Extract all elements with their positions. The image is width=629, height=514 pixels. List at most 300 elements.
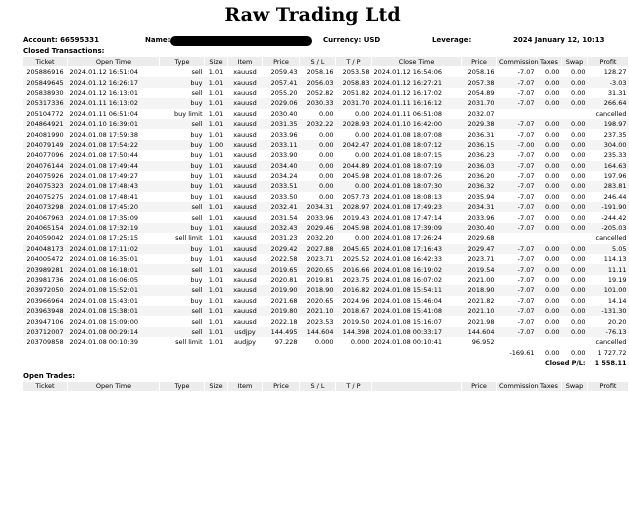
cell-profit: cancelled (595, 234, 627, 243)
cell-open-time: 2024.01.08 17:49:44 (68, 161, 160, 171)
cell-profit: -3.03 (588, 77, 629, 87)
col-header-item: Item (228, 57, 263, 67)
table-row (23, 181, 629, 191)
closed-pl-label: Closed P/L: (544, 358, 586, 367)
cell-close-price: 2021.00 (467, 276, 495, 284)
cell-close-price: 2036.32 (462, 181, 497, 191)
cell-commission: -7.07 (517, 317, 535, 326)
cell-open-time: 2024.01.08 17:11:02 (68, 244, 160, 254)
table-row (23, 264, 629, 274)
cell-open-time: 2024.01.08 16:06:05 (69, 276, 138, 284)
cell-type: buy (160, 77, 205, 87)
cell-close-time: 2024.01.08 15:16:07 (373, 317, 442, 326)
table-row (23, 77, 629, 87)
cell-ticket: 204075275 (26, 192, 64, 201)
cell-swap: 0.00 (571, 255, 586, 264)
cell-open-time: 2024.01.08 17:45:20 (68, 202, 160, 212)
cell-swap: 0.00 (562, 244, 588, 254)
cell-close-time: 2024.01.12 16:17:02 (373, 88, 442, 97)
cell-price: 2031.54 (270, 213, 298, 222)
cell-sl: 2027.88 (300, 244, 336, 254)
cell-tp: 2057.73 (342, 192, 370, 201)
cell-item: xauusd (228, 264, 263, 274)
cell-commission: -7.07 (497, 181, 537, 191)
cell-swap: 0.00 (562, 181, 588, 191)
closed-pl-value: 1 558.11 (594, 358, 627, 367)
table-row (23, 223, 629, 233)
cell-item: xauusd (228, 181, 263, 191)
total-commission: -169.61 (509, 348, 535, 357)
cell-ticket: 204075926 (26, 172, 64, 181)
cell-close-time: 2024.01.08 16:19:02 (372, 264, 462, 274)
cell-close-time: 2024.01.11 16:16:12 (372, 98, 462, 108)
cell-close-price: 2036.23 (467, 151, 495, 160)
cell-tp: 144.398 (336, 327, 372, 337)
cell-commission: -7.07 (497, 223, 537, 233)
cell-ticket: 203966964 (26, 296, 64, 305)
cell-swap: 0.00 (571, 213, 586, 222)
cell-sl: 2021.10 (300, 306, 336, 316)
cell-price: 2021.68 (270, 296, 298, 305)
currency-label: Currency: USD (323, 36, 381, 44)
cell-taxes: 0.00 (537, 140, 562, 150)
cell-close-time: 2024.01.12 16:54:06 (373, 68, 442, 77)
table-row (23, 119, 629, 129)
cell-size: 1.01 (208, 172, 224, 181)
cell-close-price: 2036.31 (467, 130, 495, 139)
closed-pl-row (23, 358, 629, 368)
cell-commission: -7.07 (497, 264, 537, 274)
redaction-bar (170, 36, 312, 46)
table-row (23, 306, 629, 316)
cell-profit: -131.30 (588, 306, 629, 316)
cell-taxes: 0.00 (537, 119, 562, 129)
cell-size: 1.01 (208, 255, 224, 264)
cell-item: xauusd (233, 172, 257, 181)
table-row (23, 337, 629, 347)
table-row (23, 109, 629, 119)
cell-open-time: 2024.01.08 17:50:44 (69, 151, 138, 160)
cell-profit: 283.81 (588, 181, 629, 191)
cell-sl: 0.00 (300, 140, 336, 150)
cell-open-time: 2024.01.10 16:39:01 (68, 119, 160, 129)
cell-taxes: 0.00 (537, 223, 562, 233)
table-row (23, 316, 629, 326)
col-header-sl: S / L (300, 57, 336, 67)
cell-type: buy (190, 130, 203, 139)
table-row (23, 327, 629, 337)
cell-open-time: 2024.01.08 17:48:43 (68, 181, 160, 191)
cell-open-time: 2024.01.08 15:38:01 (68, 306, 160, 316)
cell-taxes (537, 233, 562, 243)
table-row (23, 212, 629, 222)
cell-taxes: 0.00 (537, 306, 562, 316)
cell-taxes: 0.00 (537, 327, 562, 337)
cell-profit: 164.63 (588, 161, 629, 171)
cell-close-price: 2034.31 (462, 202, 497, 212)
cell-ticket: 204077096 (26, 151, 64, 160)
cell-price: 2029.42 (263, 244, 300, 254)
cell-commission: -7.07 (517, 192, 535, 201)
table-row (23, 140, 629, 150)
col-header-price: Price (263, 381, 300, 391)
cell-swap: 0.00 (571, 296, 586, 305)
cell-commission: -7.07 (517, 172, 535, 181)
cell-swap: 0.00 (562, 119, 588, 129)
cell-size: 1.01 (208, 338, 224, 347)
cell-item: usdjpy (228, 327, 263, 337)
cell-tp: 2023.75 (342, 276, 370, 284)
cell-close-price: 2032.07 (467, 109, 495, 118)
cell-item: xauusd (233, 317, 257, 326)
cell-open-time: 2024.01.12 16:51:04 (69, 68, 138, 77)
cell-commission: -7.07 (517, 130, 535, 139)
cell-sl: 2032.20 (306, 234, 334, 243)
cell-size: 1.01 (205, 119, 228, 129)
cell-ticket: 204005472 (26, 255, 64, 264)
cell-ticket: 204075323 (23, 181, 68, 191)
table-row (23, 67, 629, 78)
col-header-tp: T / P (336, 381, 372, 391)
cell-close-price: 2036.03 (462, 161, 497, 171)
cell-sl: 0.00 (319, 192, 334, 201)
cell-item: xauusd (228, 306, 263, 316)
table-row (23, 98, 629, 108)
cell-profit: 237.35 (603, 130, 627, 139)
cell-swap (562, 233, 588, 243)
col-header-size: Size (205, 381, 228, 391)
cell-ticket: 203972050 (23, 285, 68, 295)
cell-price: 2029.06 (263, 98, 300, 108)
cell-size: 1.01 (208, 192, 224, 201)
cell-open-time: 2024.01.08 17:25:15 (69, 234, 138, 243)
cell-tp: 2031.70 (336, 98, 372, 108)
cell-size: 1.01 (205, 98, 228, 108)
cell-type: sell (160, 327, 205, 337)
cell-close-price: 2021.10 (462, 306, 497, 316)
total-profit: 1 727.72 (597, 348, 627, 357)
leverage-label: Leverage: (432, 36, 472, 44)
cell-taxes: 0.00 (545, 192, 560, 201)
cell-tp: 2045.98 (342, 172, 370, 181)
cell-close-time: 2024.01.08 00:10:41 (373, 338, 442, 347)
cell-open-time: 2024.01.08 15:09:00 (69, 317, 138, 326)
cell-taxes: 0.00 (537, 244, 562, 254)
cell-taxes: 0.00 (537, 181, 562, 191)
cell-size: 1.01 (208, 213, 224, 222)
cell-item: xauusd (233, 109, 257, 118)
cell-swap: 0.00 (571, 276, 586, 284)
total-swap: 0.00 (571, 348, 586, 357)
cell-item: xauusd (228, 244, 263, 254)
cell-tp: 2058.83 (336, 77, 372, 87)
col-header-swap: Swap (562, 57, 588, 67)
cell-tp: 2044.89 (336, 161, 372, 171)
cell-commission (497, 337, 537, 347)
cell-tp: 2028.93 (336, 119, 372, 129)
cell-taxes: 0.00 (545, 255, 560, 264)
cell-close-price: 2036.20 (467, 172, 495, 181)
cell-profit: 31.31 (607, 88, 627, 97)
cell-swap: 0.00 (571, 68, 586, 77)
cell-size: 1.01 (205, 285, 228, 295)
cell-tp: 2045.65 (336, 244, 372, 254)
col-header-close-price: Price (462, 57, 497, 67)
cell-close-time: 2024.01.08 00:33:17 (372, 327, 462, 337)
cell-profit: 235.33 (603, 151, 627, 160)
cell-tp: 2016.66 (336, 264, 372, 274)
cell-tp: 2024.96 (342, 296, 370, 305)
cell-item: xauusd (228, 119, 263, 129)
cell-ticket: 203963948 (23, 306, 68, 316)
cell-size: 1.01 (205, 244, 228, 254)
cell-commission: -7.07 (517, 68, 535, 77)
cell-sl: 2020.65 (306, 296, 334, 305)
cell-ticket: 205104772 (26, 109, 64, 118)
cell-tp: 0.00 (355, 109, 370, 118)
cell-type: buy (160, 181, 205, 191)
cell-type: sell (191, 88, 203, 97)
cell-swap: 0.00 (571, 192, 586, 201)
cell-open-time: 2024.01.12 16:26:17 (68, 77, 160, 87)
cell-swap: 0.00 (562, 306, 588, 316)
cell-taxes: 0.00 (537, 285, 562, 295)
closed-transactions-heading: Closed Transactions: (23, 47, 105, 55)
cell-commission: -7.07 (517, 213, 535, 222)
col-header-ticket: Ticket (23, 381, 68, 391)
cell-ticket: 204081990 (26, 130, 64, 139)
cell-close-time: 2024.01.08 18:07:12 (372, 140, 462, 150)
cell-item: xauusd (228, 285, 263, 295)
cell-close-price: 2029.38 (462, 119, 497, 129)
cell-profit: 101.00 (588, 285, 629, 295)
cell-close-time: 2024.01.08 18:07:19 (372, 161, 462, 171)
col-header-open-time: Open Time (68, 57, 160, 67)
col-header-type: Type (160, 57, 205, 67)
cell-swap (562, 337, 588, 347)
cell-sl: 0.00 (319, 172, 334, 181)
cell-ticket: 203709858 (26, 338, 64, 347)
cell-type: sell (160, 306, 205, 316)
cell-commission: -7.07 (517, 296, 535, 305)
cell-price: 97.228 (274, 338, 298, 347)
table-row (23, 296, 629, 306)
cell-ticket: 204073298 (23, 202, 68, 212)
cell-close-time: 2024.01.08 16:07:02 (373, 276, 442, 284)
cell-taxes: 0.00 (545, 296, 560, 305)
cell-taxes: 0.00 (537, 77, 562, 87)
cell-open-time: 2024.01.08 15:43:01 (69, 296, 138, 305)
cell-profit: cancelled (595, 338, 627, 347)
cell-close-price: 144.604 (462, 327, 497, 337)
cell-swap: 0.00 (571, 172, 586, 181)
cell-ticket: 203989281 (23, 264, 68, 274)
table-row (23, 233, 629, 243)
cell-close-price: 2057.38 (462, 77, 497, 87)
cell-commission: -7.07 (497, 327, 537, 337)
cell-price: 2031.23 (270, 234, 298, 243)
col-header-commission: Commission (497, 57, 537, 67)
cell-profit: 14.14 (607, 296, 627, 305)
cell-taxes (537, 337, 562, 347)
cell-profit: 5.05 (588, 244, 629, 254)
cell-type: sell (160, 119, 205, 129)
cell-type: sell limit (175, 234, 203, 243)
cell-profit: 114.13 (603, 255, 627, 264)
table-row (23, 88, 629, 98)
cell-type: sell (191, 317, 203, 326)
cell-size: 1.01 (205, 202, 228, 212)
closed-header-row (23, 57, 629, 67)
cell-size: 1.01 (208, 317, 224, 326)
cell-item: xauusd (233, 151, 257, 160)
col-header-ticket: Ticket (23, 57, 68, 67)
cell-type: sell (160, 202, 205, 212)
cell-swap: 0.00 (562, 77, 588, 87)
table-row (23, 202, 629, 212)
cell-size: 1.01 (205, 181, 228, 191)
open-header-row (23, 381, 629, 391)
table-row (23, 285, 629, 295)
cell-item: xauusd (233, 276, 257, 284)
col-header-close-time: Close Time (372, 57, 462, 67)
cell-ticket: 205886916 (26, 68, 64, 77)
cell-item: xauusd (233, 192, 257, 201)
cell-item: xauusd (233, 234, 257, 243)
cell-sl: 0.00 (319, 109, 334, 118)
cell-open-time: 2024.01.08 17:49:27 (69, 172, 138, 181)
cell-tp: 2051.82 (342, 88, 370, 97)
cell-price: 2057.41 (263, 77, 300, 87)
cell-sl: 2019.81 (306, 276, 334, 284)
cell-swap: 0.00 (562, 202, 588, 212)
cell-sl: 2058.16 (306, 68, 334, 77)
cell-ticket: 204864921 (23, 119, 68, 129)
cell-sl: 2023.53 (306, 317, 334, 326)
cell-profit: 19.19 (607, 276, 627, 284)
cell-item: xauusd (228, 202, 263, 212)
cell-taxes: 0.00 (537, 161, 562, 171)
cell-type: buy (190, 255, 203, 264)
cell-ticket: 205317336 (23, 98, 68, 108)
cell-sl: 2034.31 (300, 202, 336, 212)
account-info (0, 35, 625, 46)
cell-item: xauusd (228, 140, 263, 150)
cell-price: 2033.11 (263, 140, 300, 150)
cell-price: 2033.96 (270, 130, 298, 139)
table-row (23, 192, 629, 202)
totals-row (23, 348, 629, 358)
cell-close-price: 2018.90 (462, 285, 497, 295)
cell-ticket: 205838930 (26, 88, 64, 97)
cell-size: 1.01 (208, 109, 224, 118)
cell-close-price: 2029.68 (467, 234, 495, 243)
cell-sl: 2030.33 (300, 98, 336, 108)
cell-type: sell limit (175, 338, 203, 347)
cell-close-price: 2033.96 (467, 213, 495, 222)
cell-type: buy (160, 244, 205, 254)
cell-open-time: 2024.01.12 16:13:01 (69, 88, 138, 97)
col-header-size: Size (205, 57, 228, 67)
cell-type: buy (190, 296, 203, 305)
cell-tp: 0.00 (355, 130, 370, 139)
table-row (23, 254, 629, 264)
cell-open-time: 2024.01.08 16:35:01 (69, 255, 138, 264)
cell-close-time: 2024.01.08 17:26:24 (373, 234, 442, 243)
cell-close-price: 2021.98 (467, 317, 495, 326)
cell-price: 2034.40 (263, 161, 300, 171)
col-header-commission: Commission (497, 381, 537, 391)
cell-close-price: 2031.70 (462, 98, 497, 108)
cell-close-price: 2029.47 (462, 244, 497, 254)
cell-size: 1.01 (208, 68, 224, 77)
account-label: Account: 66595331 (23, 36, 100, 44)
cell-size: 1.01 (208, 151, 224, 160)
cell-item: xauusd (228, 223, 263, 233)
cell-item: xauusd (233, 68, 257, 77)
cell-size: 1.01 (208, 276, 224, 284)
cell-price: 2034.24 (270, 172, 298, 181)
cell-ticket: 203947106 (26, 317, 64, 326)
cell-price: 2030.40 (270, 109, 298, 118)
cell-price: 2020.81 (270, 276, 298, 284)
cell-price: 2032.41 (263, 202, 300, 212)
cell-commission: -7.07 (497, 119, 537, 129)
cell-profit: 246.44 (603, 192, 627, 201)
cell-profit: -76.13 (588, 327, 629, 337)
cell-sl: 2020.65 (300, 264, 336, 274)
cell-item: xauusd (228, 77, 263, 87)
cell-price: 2019.80 (263, 306, 300, 316)
cell-item: xauusd (233, 88, 257, 97)
cell-tp: 2019.50 (342, 317, 370, 326)
cell-open-time: 2024.01.08 17:54:22 (68, 140, 160, 150)
cell-close-price: 96.952 (471, 338, 495, 347)
cell-commission: -7.07 (497, 202, 537, 212)
cell-sl: 0.00 (300, 161, 336, 171)
cell-item: xauusd (228, 161, 263, 171)
cell-price: 2022.58 (270, 255, 298, 264)
cell-price: 2019.90 (263, 285, 300, 295)
closed-transactions-table (22, 56, 629, 368)
cell-tp: 0.00 (336, 181, 372, 191)
cell-type: buy limit (174, 109, 203, 118)
cell-swap: 0.00 (562, 161, 588, 171)
cell-price: 2033.90 (270, 151, 298, 160)
cell-item: xauusd (233, 213, 257, 222)
cell-ticket: 204067963 (26, 213, 64, 222)
cell-taxes: 0.00 (537, 264, 562, 274)
cell-swap: 0.00 (571, 151, 586, 160)
cell-size: 1.01 (205, 327, 228, 337)
cell-price: 2032.43 (263, 223, 300, 233)
cell-size: 1.00 (205, 140, 228, 150)
cell-close-time: 2024.01.08 15:46:04 (373, 296, 442, 305)
cell-tp: 2018.67 (336, 306, 372, 316)
cell-tp: 2028.97 (336, 202, 372, 212)
col-header-taxes: Taxes (537, 381, 562, 391)
cell-swap: 0.00 (562, 327, 588, 337)
col-header-price: Price (263, 57, 300, 67)
cell-profit: 20.20 (607, 317, 627, 326)
table-row (23, 244, 629, 254)
cell-sl: 2029.46 (300, 223, 336, 233)
cell-close-time: 2024.01.08 18:07:15 (373, 151, 442, 160)
cell-commission: -7.07 (497, 98, 537, 108)
cell-type: buy (190, 276, 203, 284)
cell-size: 1.01 (208, 296, 224, 305)
cell-profit: 197.96 (603, 172, 627, 181)
